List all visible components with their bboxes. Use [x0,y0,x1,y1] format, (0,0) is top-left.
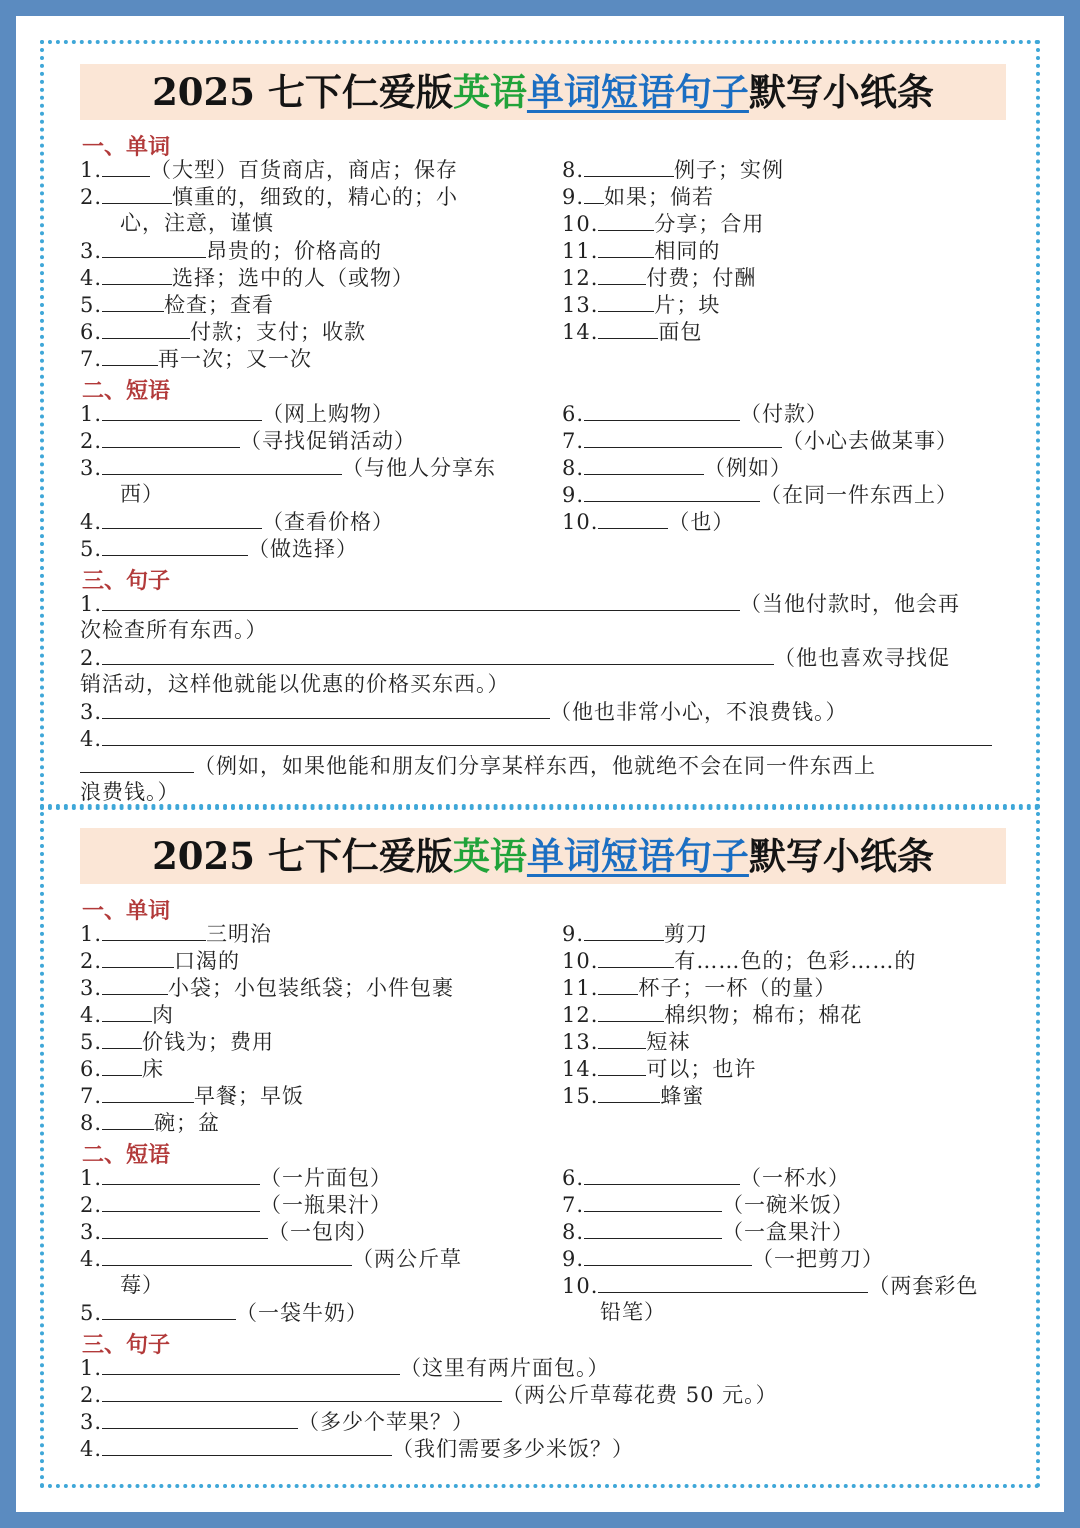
word-item: 9. 如果；倘若 [562,185,715,209]
phrase-item: 3. （一包肉） [80,1220,379,1244]
title-english: 英语 [452,70,527,114]
phrase-item: 1. （网上购物） [80,402,395,426]
title-words-phrases-sentences: 单词短语句子 [526,834,749,878]
word-item: 11. 相同的 [562,239,721,263]
word-item: 7. 早餐；早饭 [80,1084,305,1108]
section-words-heading: 一、单词 [82,898,171,924]
word-item: 13. 短袜 [562,1030,691,1054]
phrase-item: 2. （寻找促销活动） [80,429,417,453]
word-item: 8. 碗；盆 [80,1111,221,1135]
word-item: 6. 付款；支付；收款 [80,320,367,344]
title-english: 英语 [452,834,527,878]
phrase-item: 9. （一把剪刀） [562,1247,885,1271]
phrase-item: 4. （查看价格） [80,510,395,534]
phrase-item: 9. （在同一件东西上） [562,483,959,507]
word-item: 7. 再一次；又一次 [80,347,313,371]
sentence-item: 2. （他也喜欢寻找促 [80,646,951,670]
sentence-item-continued: （例如，如果他能和朋友们分享某样东西，他就绝不会在同一件东西上 [80,752,876,779]
worksheet-page [16,16,1064,1512]
sentence-item: 1. （这里有两片面包。） [80,1356,610,1380]
word-item: 2. 口渴的 [80,949,241,973]
phrase-item: 7. （小心去做某事） [562,429,959,453]
phrase-item: 3. （与他人分享东 [80,456,497,480]
phrase-item-continued: 西） [120,482,164,506]
phrase-item: 10. （也） [562,510,735,534]
phrase-item: 6. （付款） [562,402,829,426]
phrase-item: 2. （一瓶果汁） [80,1193,393,1217]
sentence-item: 3. （多少个苹果？） [80,1410,475,1434]
sentence-item: 4. （我们需要多少米饭？） [80,1437,635,1461]
sentence-item: 3. （他也非常小心，不浪费钱。） [80,700,848,724]
section-phrases-heading: 二、短语 [82,1142,171,1168]
word-item: 4. 肉 [80,1003,175,1027]
title-dictation-slip: 默写小纸条 [748,834,934,878]
sentence-item: 4. [80,725,992,752]
phrase-item: 8. （例如） [562,456,793,480]
card-title [80,64,1006,120]
word-item: 9. 剪刀 [562,922,709,946]
title-dictation-slip: 默写小纸条 [748,70,934,114]
word-item: 10. 有……色的；色彩……的 [562,949,917,973]
title-year-edition: 2025 七下仁爱版 [152,70,453,114]
word-item: 10. 分享；合用 [562,212,765,236]
word-item: 15. 蜂蜜 [562,1084,705,1108]
phrase-item: 4. （两公斤草 [80,1247,463,1271]
word-item: 5. 检查；查看 [80,293,275,317]
dictation-card-2 [40,804,1040,1488]
word-item: 4. 选择；选中的人（或物） [80,266,415,290]
word-item: 5. 价钱为；费用 [80,1030,275,1054]
phrase-item-continued: 铅笔） [600,1300,666,1324]
phrase-item: 7. （一碗米饭） [562,1193,855,1217]
phrase-item-continued: 莓） [120,1273,164,1297]
phrase-item: 10. （两套彩色 [562,1274,979,1298]
phrase-item: 6. （一杯水） [562,1166,851,1190]
title-year-edition: 2025 七下仁爱版 [152,834,453,878]
dictation-card-1 [40,40,1040,810]
section-words-heading: 一、单词 [82,134,171,160]
sentence-item-continued: 次检查所有东西。） [80,618,268,642]
word-item: 2. 慎重的，细致的，精心的；小 [80,185,459,209]
word-item: 12. 付费；付酬 [562,266,757,290]
word-item: 12. 棉织物；棉布；棉花 [562,1003,863,1027]
section-sentences-heading: 三、句子 [82,568,171,594]
word-item-continued: 心，注意，谨慎 [120,211,274,235]
word-item: 13. 片；块 [562,293,721,317]
sentence-item: 1. （当他付款时，他会再 [80,592,961,616]
section-sentences-heading: 三、句子 [82,1332,171,1358]
word-item: 1. 三明治 [80,922,273,946]
phrase-item: 5. （一袋牛奶） [80,1301,369,1325]
word-item: 3. 小袋；小包装纸袋；小件包裹 [80,976,455,1000]
word-item: 1. （大型）百货商店，商店；保存 [80,158,459,182]
sentence-item-continued: 销活动，这样他就能以优惠的价格买东西。） [80,672,510,696]
word-item: 8. 例子；实例 [562,158,785,182]
section-phrases-heading: 二、短语 [82,378,171,404]
word-item: 14. 可以；也许 [562,1057,757,1081]
phrase-item: 5. （做选择） [80,537,359,561]
phrase-item: 1. （一片面包） [80,1166,393,1190]
word-item: 14. 面包 [562,320,703,344]
sentence-item-continued: 浪费钱。） [80,780,180,804]
card-title [80,828,1006,884]
title-words-phrases-sentences: 单词短语句子 [526,70,749,114]
word-item: 6. 床 [80,1057,165,1081]
word-item: 11. 杯子；一杯（的量） [562,976,837,1000]
word-item: 3. 昂贵的；价格高的 [80,239,383,263]
phrase-item: 8. （一盒果汁） [562,1220,855,1244]
sentence-item: 2. （两公斤草莓花费 50 元。） [80,1383,778,1407]
